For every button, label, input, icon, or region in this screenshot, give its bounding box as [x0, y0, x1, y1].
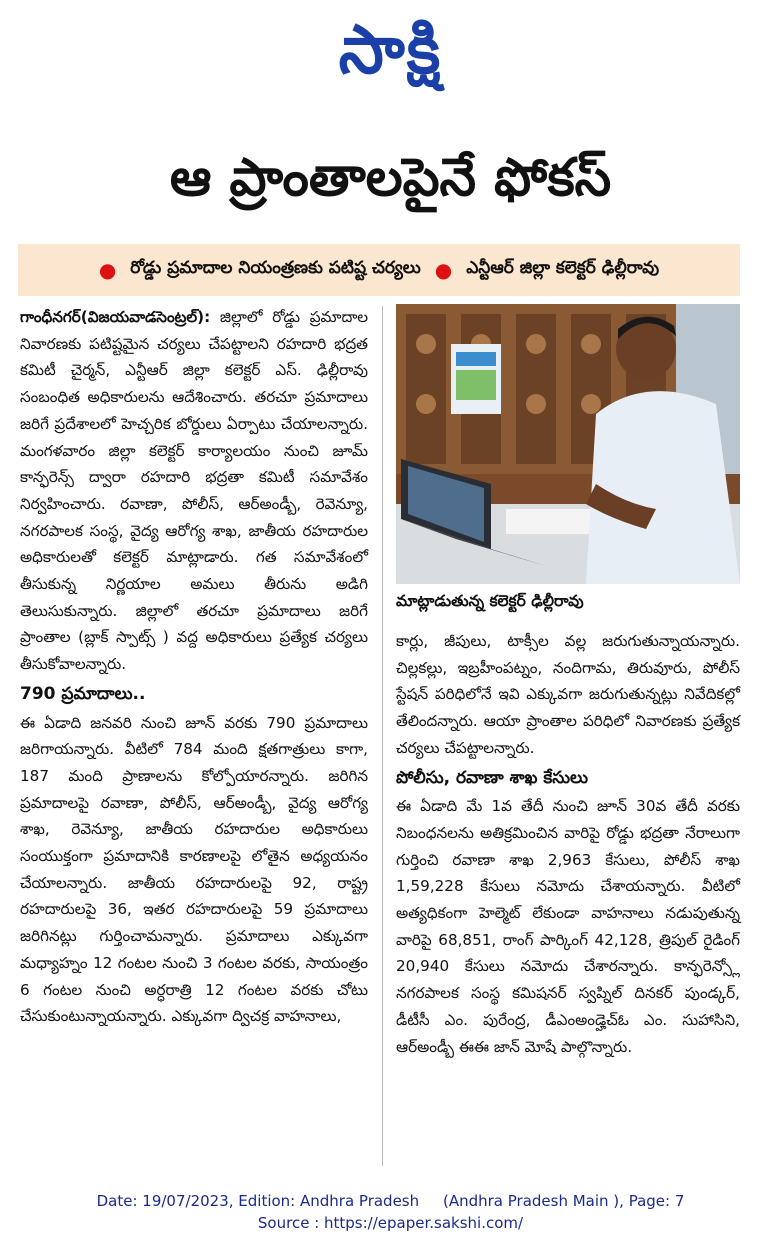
article-headline: ఆ ప్రాంతాలపైనే ఫోకస్ [169, 148, 612, 208]
right-para-1: కార్లు, జీపులు, టాక్సీల వల్ల జరుగుతున్నాయన్నారు. చిల్లకల్లు, ఇబ్రహీంపట్నం, నందిగామ, తిరువూరు, పోలీస్ స్టేషన్ పరిధిలోనే ఇవి ఎక్కువగా జరుగుతున్నట్లు నివేదికల్లో తేలిందన్నారు. ఆయా ప్రాంతాల పరిధిలో నివారణకు ప్రత్యేక చర్యలు చేపట్టాలన్నారు. [396, 632, 740, 757]
subheading: పోలీసు, రవాణా శాఖ కేసులు [396, 767, 588, 788]
masthead-logo [0, 11, 781, 98]
bullet-icon: ● [98, 258, 117, 282]
left-para-1: జిల్లాలో రోడ్డు ప్రమాదాల నివారణకు పటిష్టమైన చర్యలు చేపట్టాలని రహదారి భద్రత కమిటీ చైర్మన్, ఎన్టీఆర్ జిల్లా కలెక్టర్ ఎస్. ఢిల్లీరావు సంబంధిత అధికారులను ఆదేశించారు. తరచూ ప్రమాదాలు జరిగే ప్రదేశాలలో హెచ్చరిక బోర్డులు ఏర్పాటు చేయాలన్నారు. మంగళవారం జిల్లా కలెక్టర్ కార్యాలయం నుంచి జూమ్ కాన్ఫరెన్స్ ద్వారా రహదారి భద్రతా కమిటీ సమావేశం నిర్వహించారు. రవాణా, పోలీస్, ఆర్అండ్బీ, రెవెన్యూ, నగరపాలక సంస్థ, వైద్య ఆరోగ్య శాఖ, జాతీయ రహదారుల అధికారులతో కలెక్టర్ మాట్లాడారు. గత సమావేశంలో తీసుకున్న నిర్ణయాల అమలు తీరును అడిగి తెలుసుకున్నారు. జిల్లాలో తరచూ ప్రమాదాలు జరిగే ప్రాంతాల (బ్లాక్ స్పాట్స్ ) వద్ద అధికారులు ప్రత్యేక చర్యలు తీసుకోవాలన్నారు. [20, 308, 369, 674]
bullet-icon: ● [434, 258, 453, 282]
sub-bullet-2: ఎన్టీఆర్ జిల్లా కలెక్టర్ ఢిల్లీరావు [466, 258, 660, 278]
sub-bullet-1: రోడ్డు ప్రమాదాల నియంత్రణకు పటిష్ట చర్యలు [130, 258, 421, 278]
right-column [396, 628, 740, 1060]
column-divider [382, 306, 383, 1166]
left-column [20, 304, 368, 1030]
logo-text: సాక్షి [338, 11, 443, 89]
paragraph [20, 304, 368, 678]
epaper-footer [0, 1190, 781, 1234]
right-para-2: ఈ ఏడాది మే 1వ తేదీ నుంచి జూన్ 30వ తేదీ వరకు నిబంధనలను అతిక్రమించిన వారిపై రోడ్డు భద్రతా నేరాలుగా గుర్తించి రవాణా శాఖ 2,963 కేసులు, పోలీస్ శాఖ 1,59,228 కేసులు నమోదు చేశాయన్నారు. వీటిలో అత్యధికంగా హెల్మెట్ లేకుండా వాహనాలు నడుపుతున్న వారిపై 68,851, రాంగ్ పార్కింగ్ 42,128, త్రిపుల్ రైడింగ్ 20,940 కేసులు నమోదు చేశారన్నారు. కాన్ఫరెన్స్లో నగరపాలక సంస్థ కమిషనర్ స్వప్నిల్ దినకర్ పుండ్కర్, డీటీసీ ఎం. పురేంద్ర, డీఎంఅండ్హెచ్ఓ ఎం. సుహాసిని, ఆర్అండ్బీ ఈఈ జాన్ మోషే పాల్గొన్నారు. [396, 797, 740, 1056]
collector-photo-image [396, 304, 740, 584]
article-photo [396, 304, 740, 584]
dateline: గాంధీనగర్(విజయవాడసెంట్రల్): [20, 308, 211, 326]
sub-headline-bar [18, 244, 740, 296]
footer-date-line: Date: 19/07/2023, Edition: Andhra Pradesh (Andhra Pradesh Main ), Page: 7 [96, 1192, 685, 1210]
subheading: 790 ప్రమాదాలు.. [20, 683, 146, 704]
left-para-2: ఈ ఏడాది జనవరి నుంచి జూన్ వరకు 790 ప్రమాదాలు జరిగాయన్నారు. వీటిలో 784 మంది క్షతగాత్రులు కాగా, 187 మంది ప్రాణాలను కోల్పోయారన్నారు. జరిగిన ప్రమాదాలపై రవాణా, పోలీస్, ఆర్అండ్బీ, వైద్య ఆరోగ్య శాఖ, రెవెన్యూ, జాతీయ రహదారుల అధికారులు సంయుక్తంగా ప్రమాదానికి కారణాలపై లోతైన అధ్యయనం చేయాలన్నారు. జాతీయ రహదారులపై 92, రాష్ట్ర రహదారులపై 36, ఇతర రహదారులపై 59 ప్రమాదాలు జరిగినట్లు గుర్తించామన్నారు. ప్రమాదాలు ఎక్కువగా మధ్యాహ్నం 12 గంటల నుంచి 3 గంటల వరకు, సాయంత్రం 6 గంటల నుంచి అర్ధరాత్రి 12 గంటల వరకు చోటు చేసుకుంటున్నాయన్నారు. ఎక్కువగా ద్విచక్ర వాహనాలు, [20, 713, 368, 1026]
photo-caption: మాట్లాడుతున్న కలెక్టర్ ఢిల్లీరావు [396, 592, 584, 610]
footer-source-line: Source : https://epaper.sakshi.com/ [257, 1214, 524, 1232]
